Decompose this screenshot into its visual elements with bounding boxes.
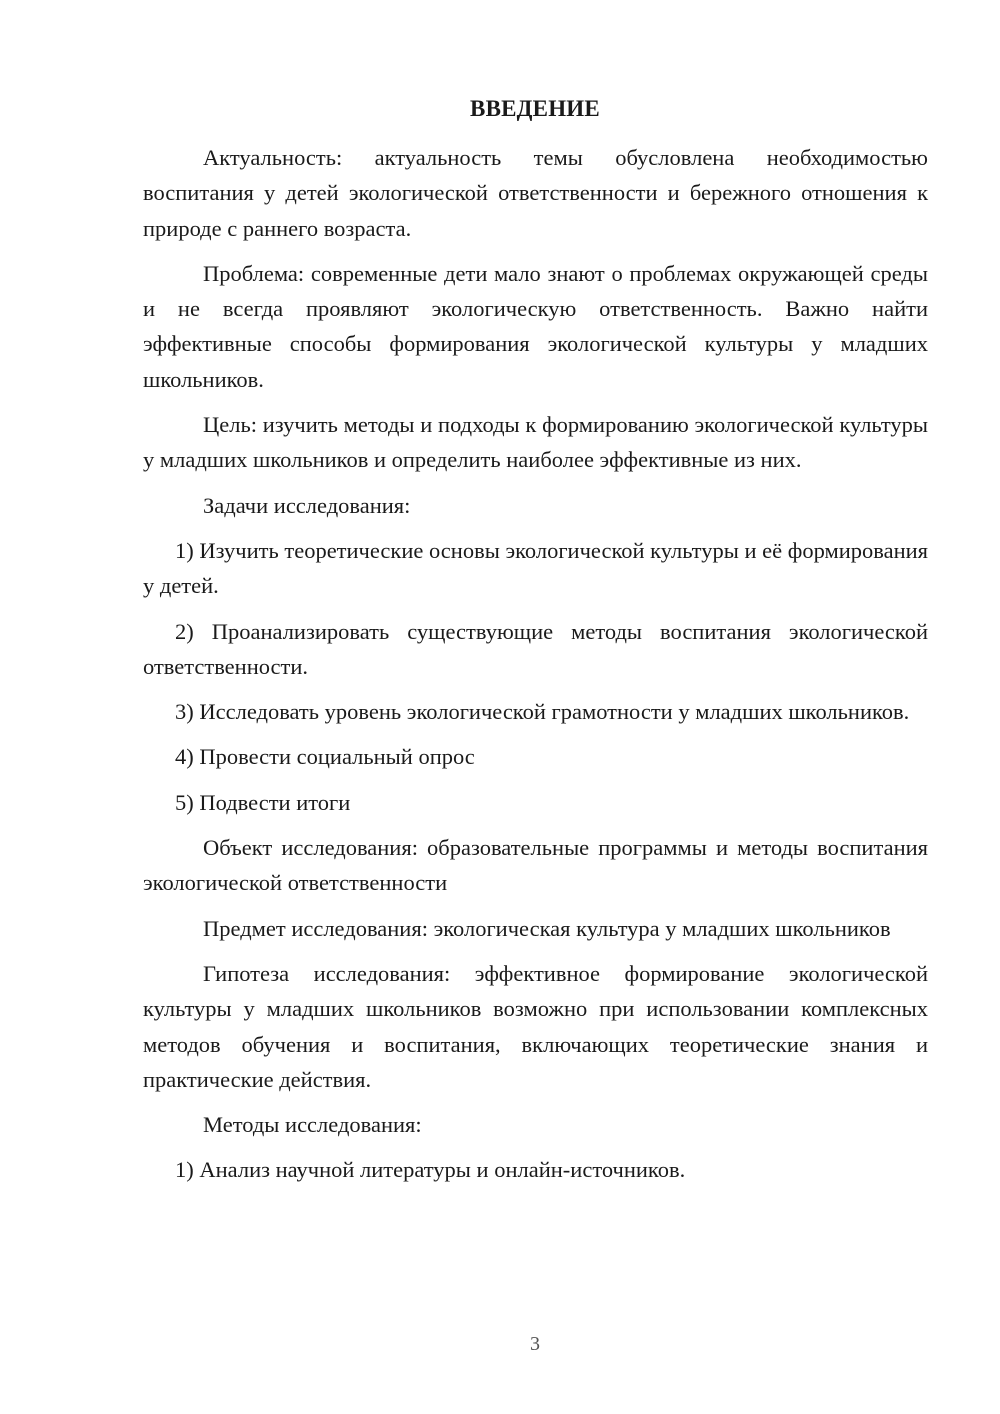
task-item: 4) Провести социальный опрос: [175, 744, 475, 770]
methods-heading: Методы исследования:: [203, 1112, 422, 1138]
body-text: [143, 140, 928, 1198]
method-item: 1) Анализ научной литературы и онлайн-источников.: [175, 1157, 686, 1183]
task-item: 1) Изучить теоретические основы экологической культуры и её формирования у детей.: [143, 537, 928, 599]
task-item: 2) Проанализировать существующие методы воспитания экологической ответственности.: [143, 618, 928, 679]
hypothesis-paragraph: Гипотеза исследования: эффективное формирование экологической культуры у младших школьников возможно при использовании комплексных методов обучения и воспитания, включающих теоретические знания и практические действия.: [143, 960, 928, 1092]
relevance-paragraph: Актуальность: актуальность темы обусловлена необходимостью воспитания у детей экологической ответственности и бережного отношения к природе с раннего возраста.: [143, 145, 928, 241]
object-paragraph: Объект исследования: образовательные программы и методы воспитания экологической ответственности: [143, 835, 928, 896]
goal-paragraph: Цель: изучить методы и подходы к формированию экологической культуры у младших школьников и определить наиболее эффективные из них.: [143, 412, 928, 473]
tasks-heading: Задачи исследования:: [203, 492, 411, 518]
task-item: 5) Подвести итоги: [175, 789, 351, 815]
task-item: 3) Исследовать уровень экологической грамотности у младших школьников.: [175, 699, 910, 725]
problem-paragraph: Проблема: современные дети мало знают о проблемах окружающей среды и не всегда проявляют экологическую ответственность. Важно найти эффективные способы формирования экологической культуры у младших школьников.: [143, 260, 928, 392]
page-number: 3: [530, 1333, 540, 1355]
section-title: ВВЕДЕНИЕ: [470, 96, 600, 121]
subject-paragraph: Предмет исследования: экологическая культура у младших школьников: [203, 915, 891, 941]
